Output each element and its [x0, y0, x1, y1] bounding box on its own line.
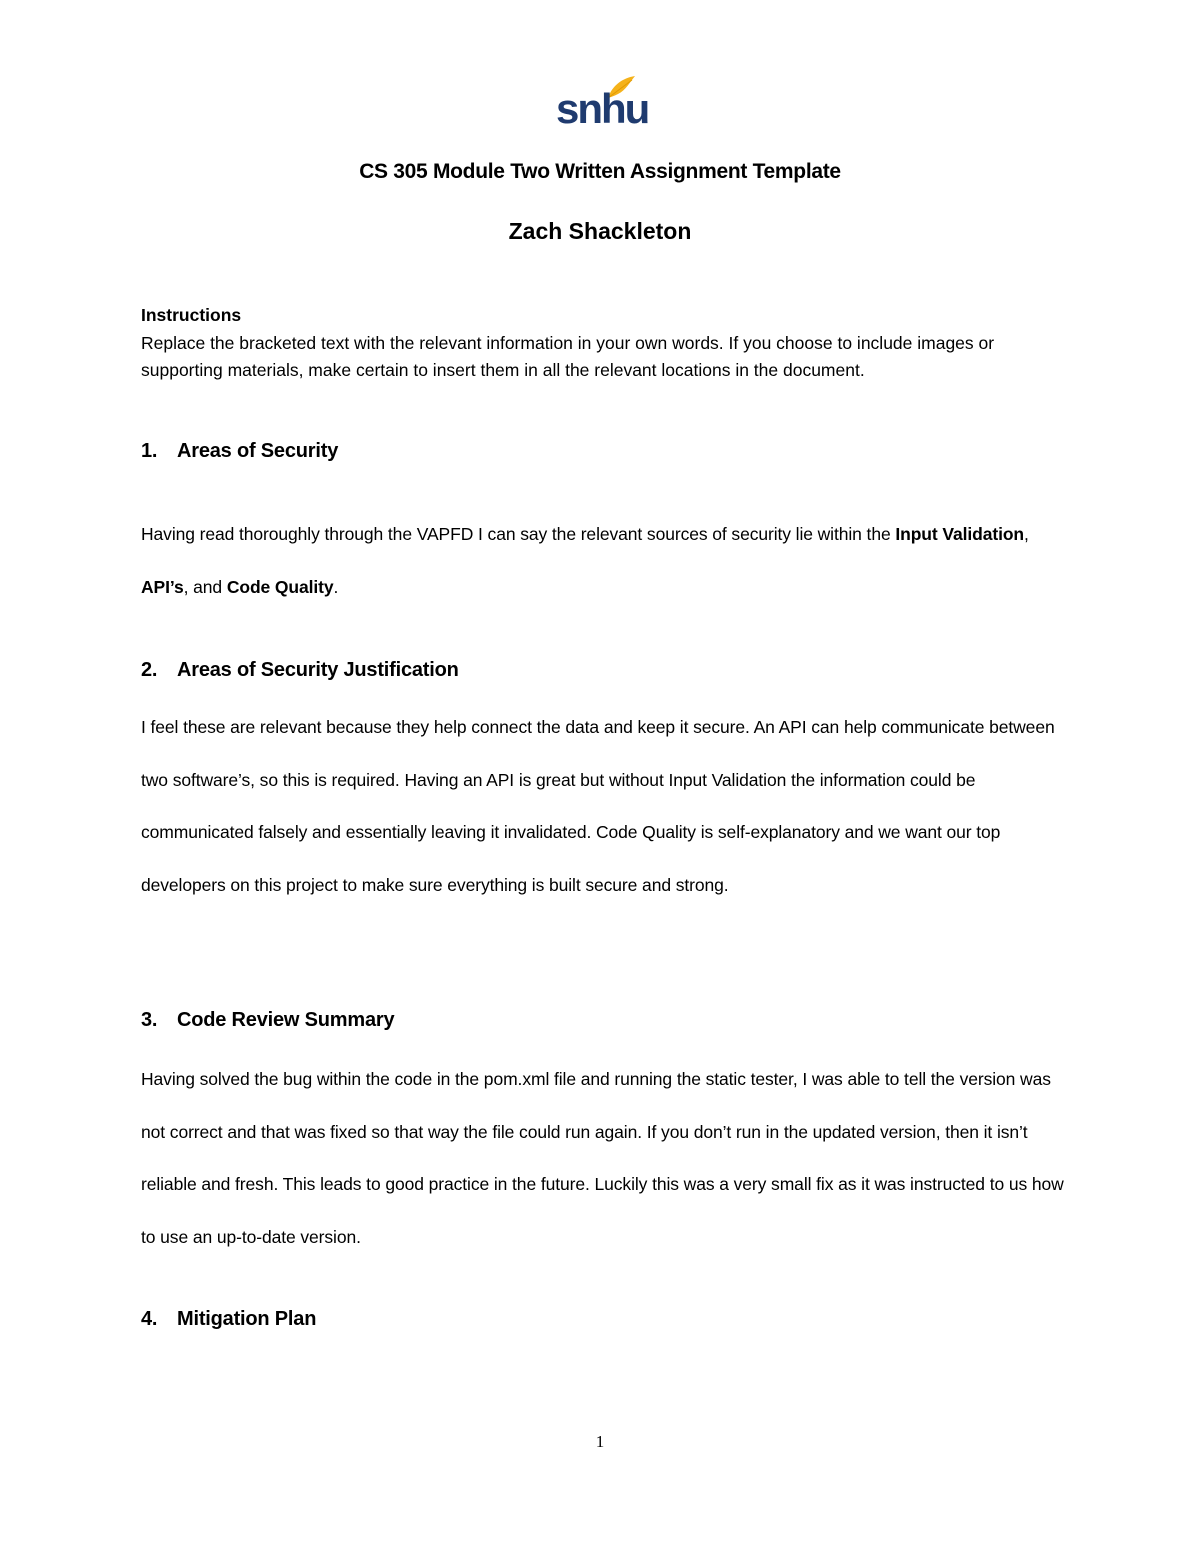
instructions-body: Replace the bracketed text with the relevant information in your own words. If you choose to include images or supporting materials, make certain to insert them in all the relevant locations in the document.	[141, 333, 995, 380]
section-heading-areas-of-security	[141, 440, 338, 463]
section-heading-mitigation-plan	[141, 1308, 316, 1331]
body-text: Having read thoroughly through the VAPFD I can say the relevant sources of security lie within the	[141, 524, 896, 544]
section-number: 3.	[141, 1009, 158, 1031]
snhu-logo	[556, 74, 649, 134]
section-title: Areas of Security	[177, 440, 339, 462]
section-title: Mitigation Plan	[177, 1308, 317, 1330]
bold-term-apis: API’s	[141, 576, 184, 597]
section-body-code-review-summary: Having solved the bug within the code in the pom.xml file and running the static tester, I was able to tell the version was not correct and that was fixed so that way the file could run again. If you don’t run in the updated version, then it isn’t reliable and fresh. This leads to good practice in the future. Luckily this was a very small fix as it was instructed to us how to use an up-to-date version.	[141, 1069, 1064, 1247]
document-title: CS 305 Module Two Written Assignment Template	[359, 160, 841, 183]
body-text: , and	[183, 576, 227, 597]
section-heading-justification	[141, 659, 459, 682]
section-title: Areas of Security Justification	[177, 659, 459, 681]
author-name: Zach Shackleton	[508, 218, 692, 244]
section-number: 4.	[141, 1308, 158, 1330]
body-text: ,	[1024, 524, 1029, 544]
section-body-justification: I feel these are relevant because they help connect the data and keep it secure. An API can help communicate between two software’s, so this is required. Having an API is great but without Input Validation the information could be communicated falsely and essentially leaving it invalidated. Code Quality is self-explanatory and we want our top developers on this project to make sure everything is built secure and strong.	[141, 717, 1055, 895]
section-heading-code-review-summary	[141, 1009, 394, 1032]
body-text: .	[333, 576, 339, 597]
page-number: 1	[595, 1432, 605, 1451]
section-body-areas-of-security	[141, 508, 1066, 613]
section-number: 1.	[141, 440, 158, 462]
logo-wordmark: snhu	[556, 85, 649, 132]
section-title: Code Review Summary	[177, 1009, 395, 1031]
section-number: 2.	[141, 659, 158, 681]
bold-term-code-quality: Code Quality	[226, 576, 334, 597]
bold-term-input-validation: Input Validation	[895, 524, 1025, 544]
instructions-heading: Instructions	[141, 305, 242, 325]
